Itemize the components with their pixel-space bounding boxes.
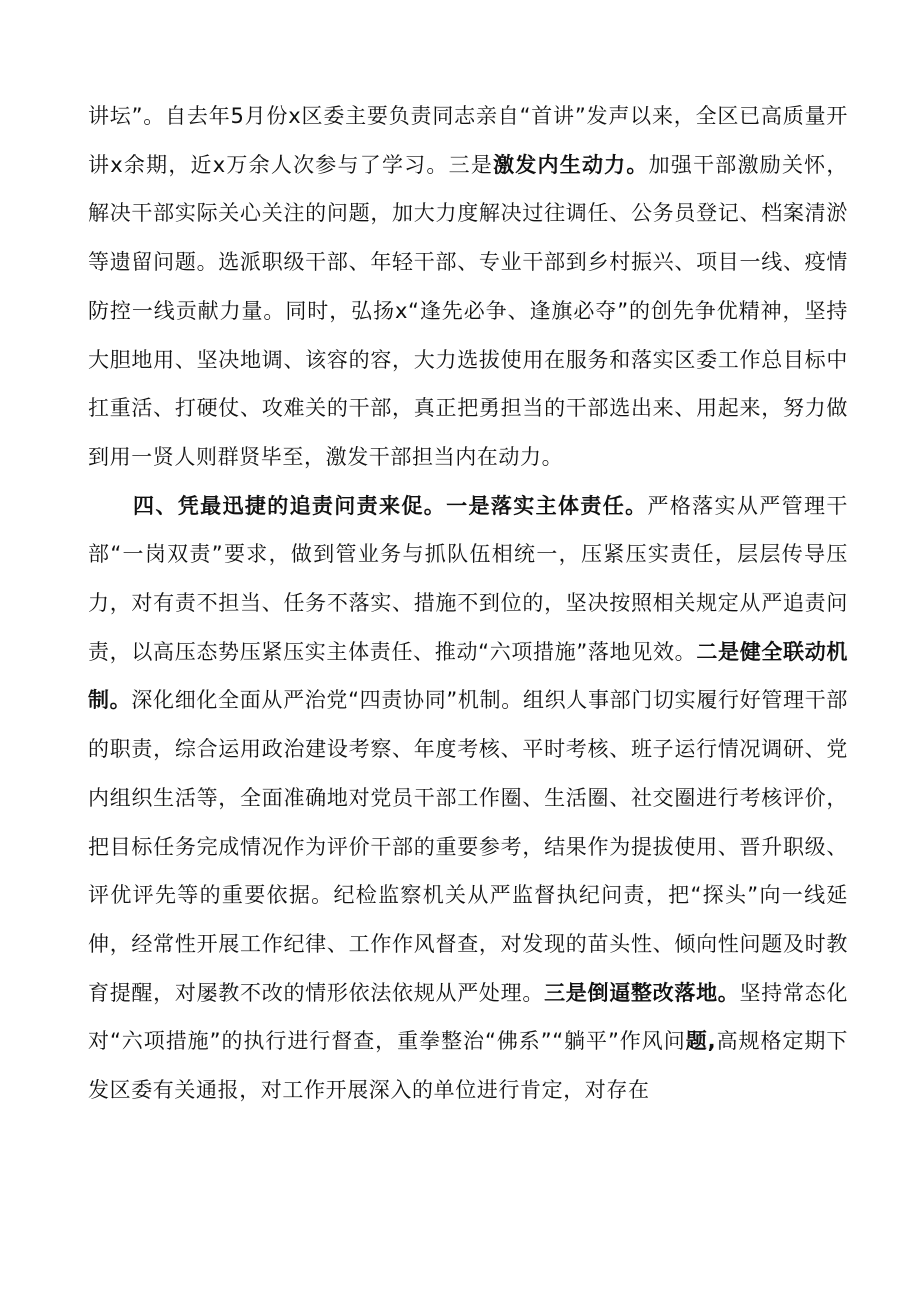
document-page: [88, 92, 848, 1115]
section-4-subheading-2: 二是健全联动机制。: [88, 639, 849, 713]
paragraph-1-heading-3: 激发内生动力。: [493, 152, 649, 177]
paragraph-1-text-a: 讲坛”。自去年5月份x区委主要负责同志亲自“首讲”发声以来，全区已高质量开讲x余期，近x万余人次参与了学习。三是: [88, 104, 848, 177]
section-4-text-c: 坚持常态化对“六项措施”的执行进行督查，重拳整治“佛系”“躺平”作风问: [88, 980, 848, 1054]
paragraph-1: [88, 92, 848, 482]
section-4-text-a: 严格落实从严管理干部“一岗双责”要求，做到管业务与抓队伍相统一，压紧压实责任，层层传导压力，对有责不担当、任务不落实、措施不到位的，坚决按照相关规定从严追责问责，以高压态势压紧压实主体责任、推动“六项措施”落地见效。: [88, 493, 848, 664]
section-4-text-d: 高规格定期下发区委有关通报，对工作开展深入的单位进行肯定，对存在: [88, 1029, 848, 1103]
section-4-heading: 四、凭最迅捷的追责问责来促。一是落实主体责任。: [133, 493, 648, 518]
paragraph-2: [88, 482, 848, 1115]
paragraph-1-text-b: 加强干部激励关怀，解决干部实际关心关注的问题，加大力度解决过往调任、公务员登记、档案清淤等遗留问题。选派职级干部、年轻干部、专业干部到乡村振兴、项目一线、疫情防控一线贡献力量。同时，弘扬x“逢先必争、逢旗必夺”的创先争优精神，坚持大胆地用、坚决地调、该容的容，大力选拔使用在服务和落实区委工作总目标中扛重活、打硬仗、攻难关的干部，真正把勇担当的干部选出来、用起来，努力做到用一贤人则群贤毕至，激发干部担当内在动力。: [88, 152, 848, 469]
section-4-text-b: 深化细化全面从严治党“四责协同”机制。组织人事部门切实履行好管理干部的职责，综合运用政治建设考察、年度考核、平时考核、班子运行情况调研、党内组织生活等，全面准确地对党员干部工作圈、生活圈、社交圈进行考核评价，把目标任务完成情况作为评价干部的重要参考，结果作为提拔使用、晋升职级、评优评先等的重要依据。纪检监察机关从严监督执纪问责，把“探头”向一线延伸，经常性开展工作纪律、工作作风督查，对发现的苗头性、倾向性问题及时教育提醒，对屡教不改的情形依法依规从严处理。: [88, 688, 849, 1005]
section-4-subheading-3: 三是倒逼整改落地。: [544, 980, 740, 1005]
section-4-bold-fragment: 题,: [685, 1029, 717, 1054]
